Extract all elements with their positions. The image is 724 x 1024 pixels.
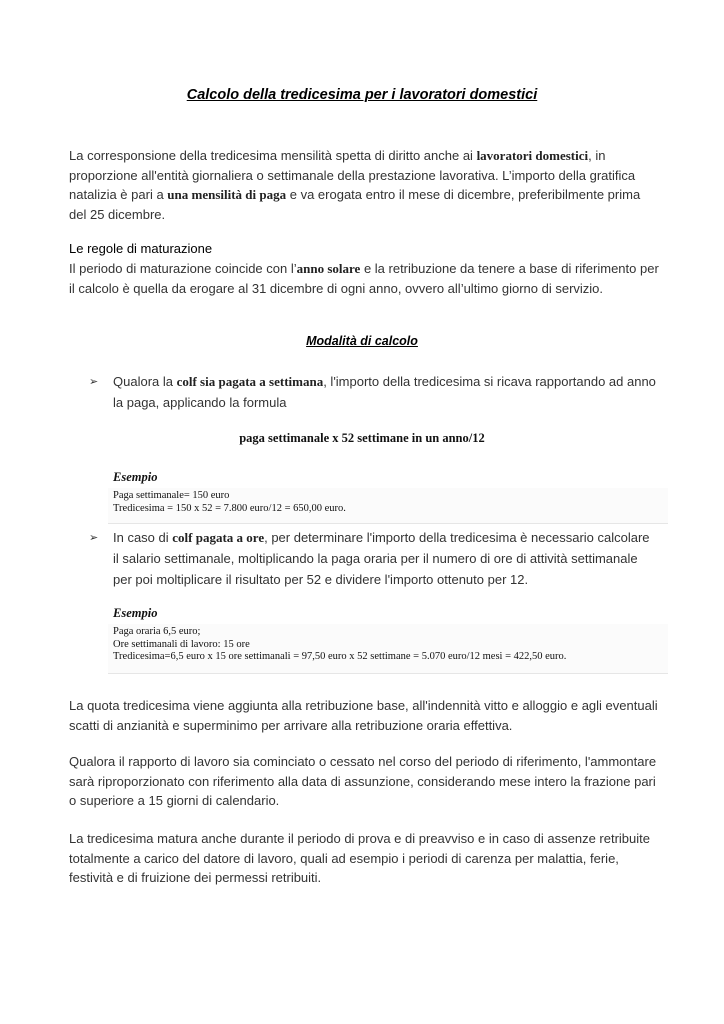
bullet-hourly: [113, 527, 658, 590]
intro-text-3: e va erogata entro il mese di dicembre, preferibilmente prima del 25 dicembre.: [69, 187, 641, 222]
example1-box: [108, 488, 668, 524]
example2-line: Paga oraria 6,5 euro;: [113, 626, 201, 637]
maturation-paragraph: [69, 259, 659, 298]
maturation-bold-1: anno solare: [296, 261, 361, 276]
maturation-text-1: Il periodo di maturazione coincide con l’: [69, 261, 297, 276]
bullet1-text-1: Qualora la: [113, 374, 177, 389]
bullet1-text-2: , l'importo della tredicesima si ricava rapportando ad anno la paga, applicando la formula: [113, 374, 656, 410]
maturation-text-2: e la retribuzione da tenere a base di riferimento per il calcolo è quella da erogare al 31 dicembre di ogni anno, ovvero all’ultimo giorno di servizio.: [69, 261, 659, 296]
prova-paragraph: La tredicesima matura anche durante il periodo di prova e di preavviso e in caso di assenze retribuite totalmente a carico del datore di lavoro, quali ad esempio i periodi di carenza per malattia, ferie, festività e di fruizione dei permessi retribuiti.: [69, 831, 650, 885]
formula: paga settimanale x 52 settimane in un anno/12: [239, 431, 485, 445]
maturation-heading: Le regole di maturazione: [69, 241, 213, 256]
bullet-arrow-icon: ➢: [89, 375, 99, 388]
intro-bold-1: lavoratori domestici: [476, 148, 589, 163]
intro-text-1: La corresponsione della tredicesima mensilità spetta di diritto anche ai: [69, 148, 477, 163]
bullet2-text-2: , per determinare l'importo della tredicesima è necessario calcolare il salario settimanale, moltiplicando la paga oraria per il numero di ore di attività settimanale per poi moltiplicare il risultato per 52 e dividere l'importo ottenuto per 12.: [113, 530, 650, 587]
example2-line: Ore settimanali di lavoro: 15 ore: [113, 638, 250, 650]
example1-line: Paga settimanale= 150 euro: [113, 490, 230, 501]
intro-paragraph: [69, 146, 659, 224]
document-title: Calcolo della tredicesima per i lavoratori domestici: [186, 87, 538, 103]
example1-label: Esempio: [113, 470, 158, 484]
bullet2-bold: colf pagata a ore: [172, 530, 265, 545]
intro-text-2: , in proporzione all'entità giornaliera o settimanale della prestazione lavorativa. L’importo della gratifica natalizia è pari a: [69, 148, 636, 202]
example1-line: Tredicesima = 150 x 52 = 7.800 euro/12 = 650,00 euro.: [113, 502, 346, 514]
bullet-weekly: [113, 371, 658, 413]
example2-line: Tredicesima=6,5 euro x 15 ore settimanali = 97,50 euro x 52 settimane = 5.070 euro/12 mesi = 422,50 euro.: [113, 651, 567, 662]
example2-label: Esempio: [113, 606, 158, 620]
calc-heading: Modalità di calcolo: [306, 334, 418, 348]
bullet2-text-1: In caso di: [113, 530, 173, 545]
bullet-arrow-icon: ➢: [89, 531, 99, 544]
intro-bold-2: una mensilità di paga: [167, 187, 287, 202]
rapporto-paragraph: Qualora il rapporto di lavoro sia cominciato o cessato nel corso del periodo di riferimento, l'ammontare sarà riproporzionato con riferimento alla data di assunzione, considerando mese intero la frazione pari o superiore a 15 giorni di calendario.: [69, 754, 657, 808]
bullet1-bold: colf sia pagata a settimana: [176, 374, 324, 389]
example2-box: [108, 624, 668, 674]
quota-paragraph: La quota tredicesima viene aggiunta alla retribuzione base, all'indennità vitto e alloggio e agli eventuali scatti di anzianità e superminimo per arrivare alla retribuzione oraria effettiva.: [69, 698, 658, 733]
